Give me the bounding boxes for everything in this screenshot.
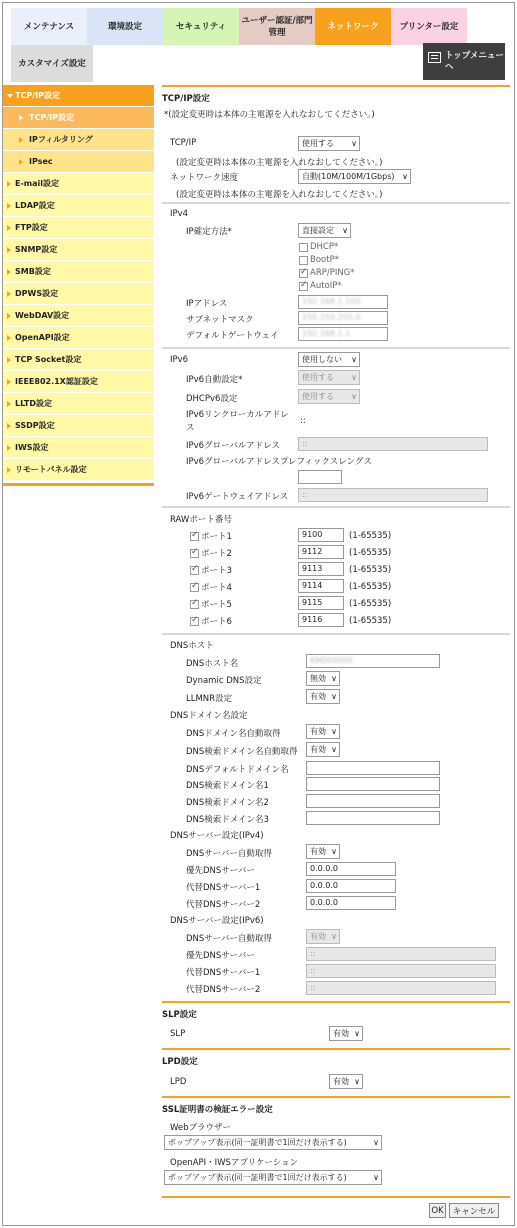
sidebar-item-smb[interactable]: SMB設定 — [3, 261, 154, 283]
divider — [162, 633, 510, 635]
subnet-input[interactable] — [298, 311, 388, 325]
port3-input[interactable]: 9113 — [298, 562, 344, 576]
dns-domain-heading: DNSドメイン名設定 — [170, 711, 248, 721]
sidebar — [3, 85, 154, 486]
dns-search3-input[interactable] — [306, 811, 440, 825]
dns-v6-preferred-label: 優先DNSサーバー — [186, 951, 255, 961]
openapi-iws-select[interactable]: ポップアップ表示(同一証明書で1回だけ表示する) ∨ — [164, 1170, 382, 1185]
lpd-label: LPD — [170, 1077, 187, 1087]
ipv6-auto-label: IPv6自動設定* — [186, 375, 243, 385]
sub-tabs — [11, 45, 93, 82]
port-range-text: (1-65535) — [349, 599, 392, 609]
port5-label: ポート5 — [201, 600, 232, 610]
arp-ping-checkbox[interactable] — [299, 268, 355, 278]
dns-host-value: KM000000 — [310, 656, 353, 665]
tcpip-select[interactable]: 使用する ∨ — [298, 136, 360, 151]
sidebar-item-openapi[interactable]: OpenAPI設定 — [3, 327, 154, 349]
port-range-text: (1-65535) — [349, 565, 392, 575]
tab-customize[interactable]: カスタマイズ設定 — [11, 45, 93, 82]
dhcp-label: DHCP* — [310, 242, 339, 252]
port4-input[interactable]: 9114 — [298, 579, 344, 593]
dns-v4-alt1-input[interactable]: 0.0.0.0 — [306, 879, 396, 893]
port2-checkbox[interactable] — [190, 547, 232, 559]
section-divider — [162, 1096, 510, 1098]
ip-address-value: 192.168.1.100 — [302, 297, 361, 306]
dns-search1-label: DNS検索ドメイン名1 — [186, 781, 269, 791]
arp-ping-label: ARP/PING* — [310, 268, 355, 278]
page-frame — [2, 2, 515, 1226]
dns-v6-alt2-label: 代替DNSサーバー2 — [186, 985, 261, 995]
ok-button[interactable]: OK — [429, 1203, 446, 1218]
dns-search2-input[interactable] — [306, 794, 440, 808]
dns-search3-label: DNS検索ドメイン名3 — [186, 815, 269, 825]
speed-label: ネットワーク速度 — [170, 173, 239, 183]
global-address-input[interactable]: :: — [298, 437, 488, 451]
tab-printer[interactable]: プリンター設定 — [391, 8, 467, 45]
web-browser-select[interactable]: ポップアップ表示(同一証明書で1回だけ表示する) ∨ — [164, 1135, 382, 1150]
port6-checkbox[interactable] — [190, 615, 232, 627]
tab-user-auth[interactable]: ユーザー認証/部門管理 — [239, 8, 315, 45]
section-divider — [162, 1001, 510, 1003]
port4-label: ポート4 — [201, 583, 232, 593]
port6-label: ポート6 — [201, 617, 232, 627]
llmnr-label: LLMNR設定 — [186, 694, 233, 704]
port1-label: ポート1 — [201, 532, 232, 542]
dns-domain-auto-label: DNSドメイン名自動取得 — [186, 729, 281, 739]
slp-heading: SLP設定 — [162, 1010, 197, 1020]
prefix-length-input[interactable] — [298, 470, 342, 484]
ipv6-gateway-input[interactable]: :: — [298, 488, 488, 502]
port4-checkbox[interactable] — [190, 581, 232, 593]
divider — [162, 202, 510, 204]
dns-search1-input[interactable] — [306, 777, 440, 791]
port3-checkbox[interactable] — [190, 564, 232, 576]
port5-input[interactable]: 9115 — [298, 596, 344, 610]
autoip-label: AutoIP* — [310, 281, 342, 291]
ipv6-heading: IPv6 — [170, 355, 189, 365]
top-menu-label: トップメニューへ — [445, 50, 504, 72]
ip-address-input[interactable] — [298, 295, 388, 309]
dns-domain-auto-select[interactable]: 有効 ∨ — [306, 724, 340, 739]
port-range-text: (1-65535) — [349, 616, 392, 626]
bootp-checkbox[interactable] — [299, 255, 339, 265]
slp-label: SLP — [170, 1029, 186, 1039]
prefix-length-label: IPv6グローバルアドレスプレフィックスレングス — [186, 457, 372, 467]
speed-select[interactable]: 自動(10M/100M/1Gbps) ∨ — [298, 169, 411, 184]
tab-security[interactable]: セキュリティ — [163, 8, 239, 45]
top-menu-button[interactable] — [423, 43, 505, 80]
dns-default-domain-input[interactable] — [306, 761, 440, 775]
dns-default-domain-label: DNSデフォルトドメイン名 — [186, 765, 289, 775]
sidebar-item-email[interactable]: E-mail設定 — [3, 173, 154, 195]
section-divider — [162, 1196, 510, 1198]
sidebar-item-tcp-socket[interactable]: TCP Socket設定 — [3, 349, 154, 371]
page-title: TCP/IP設定 — [162, 94, 210, 104]
power-note-2: (設定変更時は本体の主電源を入れなおしてください。) — [176, 158, 383, 168]
dns-v6-heading: DNSサーバー設定(IPv6) — [170, 916, 264, 926]
dns-v4-auto-label: DNSサーバー自動取得 — [186, 849, 272, 859]
dns-host-heading: DNSホスト — [170, 641, 214, 651]
raw-port-heading: RAWポート番号 — [170, 515, 232, 525]
check-icon — [190, 566, 199, 575]
global-address-label: IPv6グローバルアドレス — [186, 441, 280, 451]
sidebar-item-ssdp[interactable]: SSDP設定 — [3, 415, 154, 437]
sidebar-item-remote-panel[interactable]: リモートパネル設定 — [3, 459, 154, 481]
ip-method-label: IP確定方法* — [186, 227, 232, 237]
port-range-text: (1-65535) — [349, 548, 392, 558]
checkbox-box — [299, 243, 308, 252]
dns-v4-alt2-label: 代替DNSサーバー2 — [186, 900, 261, 910]
dhcp-checkbox[interactable] — [299, 242, 338, 252]
dns-v6-alt1-input[interactable]: :: — [306, 964, 496, 978]
ipv6-select[interactable]: 使用しない ∨ — [298, 352, 360, 367]
ssl-heading: SSL証明書の検証エラー設定 — [162, 1105, 273, 1115]
lpd-heading: LPD設定 — [162, 1057, 198, 1067]
port2-label: ポート2 — [201, 549, 232, 559]
dns-v4-auto-select[interactable]: 有効 ∨ — [306, 844, 340, 859]
port6-input[interactable]: 9116 — [298, 613, 344, 627]
port5-checkbox[interactable] — [190, 598, 232, 610]
main-tabs — [11, 8, 467, 45]
sidebar-item-webdav[interactable]: WebDAV設定 — [3, 305, 154, 327]
sidebar-item-snmp[interactable]: SNMP設定 — [3, 239, 154, 261]
section-divider — [162, 1048, 510, 1050]
dns-search-auto-label: DNS検索ドメイン名自動取得 — [186, 747, 298, 757]
link-local-value: :: — [300, 416, 306, 426]
sidebar-divider — [3, 483, 154, 486]
gateway-value: 192.168.1.1 — [302, 329, 351, 338]
ipv6-gateway-label: IPv6ゲートウェイアドレス — [186, 492, 289, 502]
check-icon — [299, 269, 308, 278]
dynamic-dns-select[interactable]: 無効 ∨ — [306, 671, 340, 686]
sidebar-item-lltd[interactable]: LLTD設定 — [3, 393, 154, 415]
sidebar-item-iws[interactable]: IWS設定 — [3, 437, 154, 459]
subnet-value: 255.255.255.0 — [302, 313, 361, 322]
openapi-iws-label: OpenAPI・IWSアプリケーション — [170, 1158, 299, 1168]
check-icon — [299, 282, 308, 291]
power-note: *(設定変更時は本体の主電源を入れなおしてください。) — [164, 110, 375, 120]
dns-v4-alt2-input[interactable]: 0.0.0.0 — [306, 896, 396, 910]
tcpip-label: TCP/IP — [170, 138, 197, 148]
gateway-label: デフォルトゲートウェイ — [186, 331, 279, 341]
dns-v4-preferred-label: 優先DNSサーバー — [186, 866, 255, 876]
dynamic-dns-label: Dynamic DNS設定 — [186, 676, 262, 686]
dns-v6-auto-select[interactable]: 有効 ∨ — [306, 929, 340, 944]
lpd-select[interactable]: 有効 ∨ — [329, 1074, 363, 1089]
bootp-label: BootP* — [310, 255, 339, 265]
port1-checkbox[interactable] — [190, 530, 232, 542]
sidebar-item-dpws[interactable]: DPWS設定 — [3, 283, 154, 305]
dns-search-auto-select[interactable]: 有効 ∨ — [306, 742, 340, 757]
ip-address-label: IPアドレス — [186, 299, 228, 309]
top-divider — [162, 85, 510, 87]
power-note-3: (設定変更時は本体の主電源を入れなおしてください。) — [176, 190, 383, 200]
autoip-checkbox[interactable] — [299, 281, 342, 291]
sidebar-subitem-ipfilter[interactable]: IPフィルタリング — [3, 129, 154, 151]
port3-label: ポート3 — [201, 566, 232, 576]
sidebar-item-ldap[interactable]: LDAP設定 — [3, 195, 154, 217]
dns-v6-preferred-input[interactable]: :: — [306, 947, 496, 961]
sidebar-subitem-tcpip[interactable]: TCP/IP設定 — [3, 107, 154, 129]
port-range-text: (1-65535) — [349, 582, 392, 592]
sidebar-subitem-ipsec[interactable]: IPsec — [3, 151, 154, 173]
dns-v4-preferred-input[interactable]: 0.0.0.0 — [306, 862, 396, 876]
divider — [162, 506, 510, 508]
sidebar-item-tcpip[interactable]: TCP/IP設定 — [3, 85, 154, 107]
divider — [162, 347, 510, 349]
check-icon — [190, 617, 199, 626]
check-icon — [190, 600, 199, 609]
dns-search2-label: DNS検索ドメイン名2 — [186, 798, 269, 808]
port2-input[interactable]: 9112 — [298, 545, 344, 559]
slp-select[interactable]: 有効 ∨ — [329, 1026, 363, 1041]
dns-v6-alt2-input[interactable]: :: — [306, 981, 496, 995]
dhcpv6-select[interactable]: 使用する ∨ — [298, 389, 360, 404]
ipv4-heading: IPv4 — [170, 209, 189, 219]
sidebar-item-ftp[interactable]: FTP設定 — [3, 217, 154, 239]
menu-icon — [428, 52, 441, 63]
subnet-label: サブネットマスク — [186, 315, 254, 325]
dns-v4-heading: DNSサーバー設定(IPv4) — [170, 831, 264, 841]
cancel-button[interactable]: キャンセル — [449, 1203, 499, 1218]
dns-v4-alt1-label: 代替DNSサーバー1 — [186, 883, 261, 893]
tab-network[interactable]: ネットワーク — [315, 8, 391, 45]
llmnr-select[interactable]: 有効 ∨ — [306, 689, 340, 704]
dhcpv6-label: DHCPv6設定 — [186, 394, 238, 404]
ipv6-auto-select[interactable]: 使用する ∨ — [298, 370, 360, 385]
tab-maintenance[interactable]: メンテナンス — [11, 8, 87, 45]
sidebar-item-ieee8021x[interactable]: IEEE802.1X認証設定 — [3, 371, 154, 393]
port-range-text: (1-65535) — [349, 531, 392, 541]
port1-input[interactable]: 9100 — [298, 528, 344, 542]
dns-v6-auto-label: DNSサーバー自動取得 — [186, 934, 272, 944]
check-icon — [190, 549, 199, 558]
dns-host-input[interactable] — [306, 654, 440, 668]
tab-environment[interactable]: 環境設定 — [87, 8, 163, 45]
link-local-label: IPv6リンクローカルアドレス — [186, 410, 289, 433]
gateway-input[interactable] — [298, 327, 388, 341]
checkbox-box — [299, 256, 308, 265]
check-icon — [190, 583, 199, 592]
web-browser-label: Webブラウザー — [170, 1123, 232, 1133]
ip-method-select[interactable]: 直接設定 ∨ — [298, 223, 351, 238]
dns-host-label: DNSホスト名 — [186, 659, 239, 669]
dns-v6-alt1-label: 代替DNSサーバー1 — [186, 968, 261, 978]
check-icon — [190, 532, 199, 541]
